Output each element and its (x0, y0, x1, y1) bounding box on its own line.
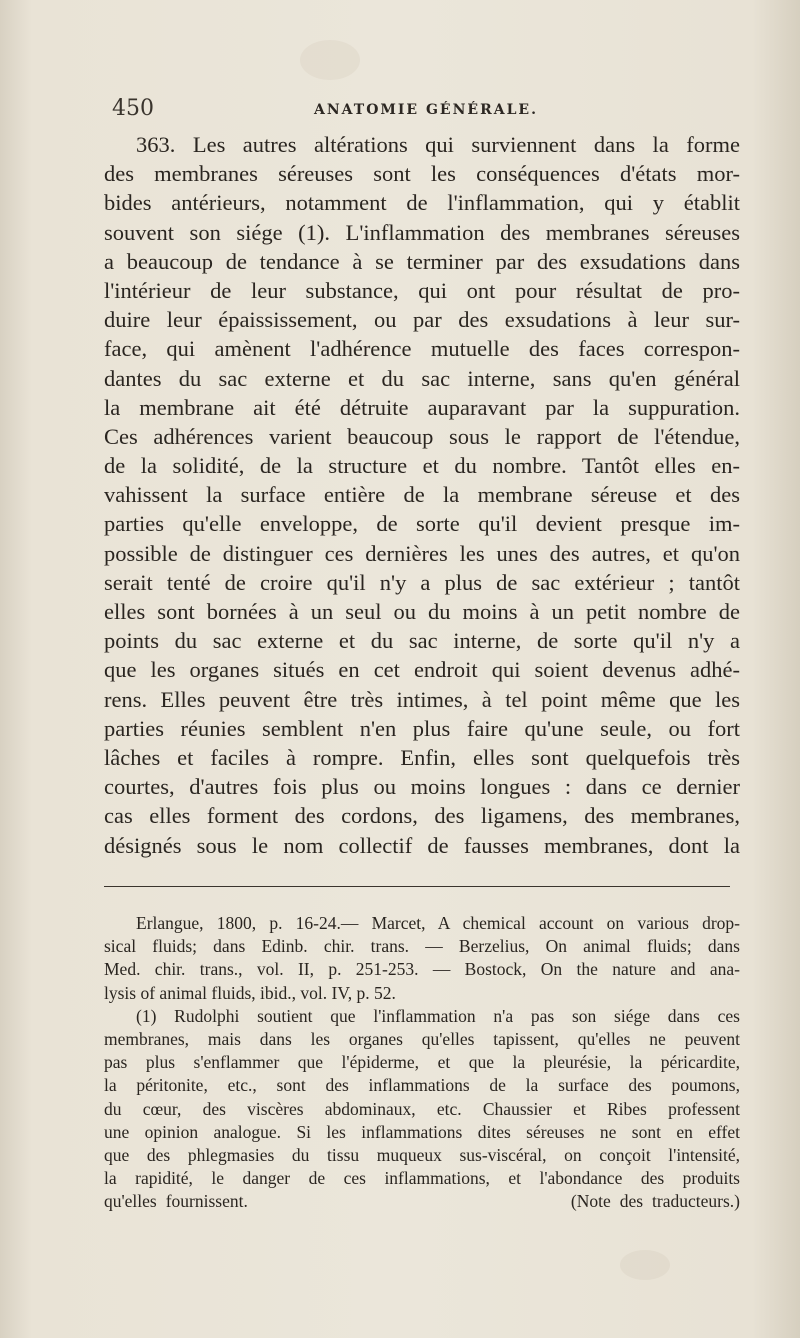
text-line: duire leur épaississement, ou par des exsudations à leur sur- (104, 307, 740, 333)
footnote-line: du cœur, des viscères abdominaux, etc. Chaussier et Ribes professent (104, 1098, 740, 1119)
text-line: parties réunies semblent n'en plus faire qu'une seule, ou fort (104, 715, 740, 741)
running-head: ANATOMIE GÉNÉRALE. (314, 102, 538, 118)
text-line: Ces adhérences varient beaucoup sous le rapport de l'étendue, (104, 423, 740, 449)
text-line: rens. Elles peuvent être très intimes, à tel point même que les (104, 686, 740, 712)
text-line: de la solidité, de la structure et du nombre. Tantôt elles en- (104, 453, 740, 479)
text-line: cas elles forment des cordons, des ligamens, des membranes, (104, 803, 740, 829)
footnote-line: la péritonite, etc., sont des inflammations de la surface des poumons, (104, 1075, 740, 1096)
text-line: l'intérieur de leur substance, qui ont pour résultat de pro- (104, 277, 740, 303)
paper-stain (300, 40, 360, 80)
text-line: courtes, d'autres fois plus ou moins longues : dans ce dernier (104, 774, 740, 800)
footnote-rule (104, 886, 730, 887)
text-line: face, qui amènent l'adhérence mutuelle des faces correspon- (104, 336, 740, 362)
footnote-line: sical fluids; dans Edinb. chir. trans. — Berzelius, On animal fluids; dans (104, 936, 740, 957)
footnote-line: la rapidité, le danger de ces inflammations, et l'abondance des produits (104, 1168, 740, 1189)
text-line: que les organes situés en cet endroit qui soient devenus adhé- (104, 657, 740, 683)
footnote-line: une opinion analogue. Si les inflammations dites séreuses ne sont en effet (104, 1121, 740, 1142)
footnotes (104, 912, 740, 1213)
footnote-line: membranes, mais dans les organes qu'elles tapissent, qu'elles ne peuvent (104, 1028, 740, 1049)
paper-stain (620, 1250, 670, 1280)
text-line: souvent son siége (1). L'inflammation des membranes séreuses (104, 219, 740, 245)
footnote-line: lysis of animal fluids, ibid., vol. IV, p. 52. (104, 982, 396, 1003)
text-line: lâches et faciles à rompre. Enfin, elles sont quelquefois très (104, 744, 740, 770)
text-line: la membrane ait été détruite auparavant par la suppuration. (104, 394, 740, 420)
footnote-line: Med. chir. trans., vol. II, p. 251-253. — Bostock, On the nature and ana- (104, 959, 740, 980)
footnote-line: que des phlegmasies du tissu muqueux sus-viscéral, on conçoit l'intensité, (104, 1144, 740, 1165)
footnote-line: pas plus s'enflammer que l'épiderme, et que la pleurésie, la péricardite, (104, 1052, 740, 1073)
footnote-line: qu'elles fournissent. (Note des traducteurs.) (104, 1191, 740, 1212)
text-line: des membranes séreuses sont les conséquences d'états mor- (104, 161, 740, 187)
main-text (104, 130, 740, 860)
text-line: serait tenté de croire qu'il n'y a plus de sac extérieur ; tantôt (104, 569, 740, 595)
text-line: 363. Les autres altérations qui surviennent dans la forme (136, 132, 740, 157)
text-line: parties qu'elle enveloppe, de sorte qu'il devient presque im- (104, 511, 740, 537)
footnote-line: Erlangue, 1800, p. 16-24.— Marcet, A chemical account on various drop- (136, 913, 740, 933)
page-header (112, 96, 740, 126)
text-line: elles sont bornées à un seul ou du moins à un petit nombre de (104, 599, 740, 624)
page-number: 450 (112, 96, 154, 121)
footnote-line: (1) Rudolphi soutient que l'inflammation n'a pas son siége dans ces (136, 1005, 740, 1026)
text-line: vahissent la surface entière de la membrane séreuse et des (104, 482, 740, 508)
text-line: a beaucoup de tendance à se terminer par des exsudations dans (104, 248, 740, 274)
text-line: désignés sous le nom collectif de fausses membranes, dont la (104, 832, 740, 858)
text-line: dantes du sac externe et du sac interne, sans qu'en général (104, 365, 740, 391)
text-line: bides antérieurs, notamment de l'inflammation, qui y établit (104, 190, 740, 216)
text-line: possible de distinguer ces dernières les unes des autres, et qu'on (104, 540, 740, 566)
text-line: points du sac externe et du sac interne, de sorte qu'il n'y a (104, 628, 740, 654)
